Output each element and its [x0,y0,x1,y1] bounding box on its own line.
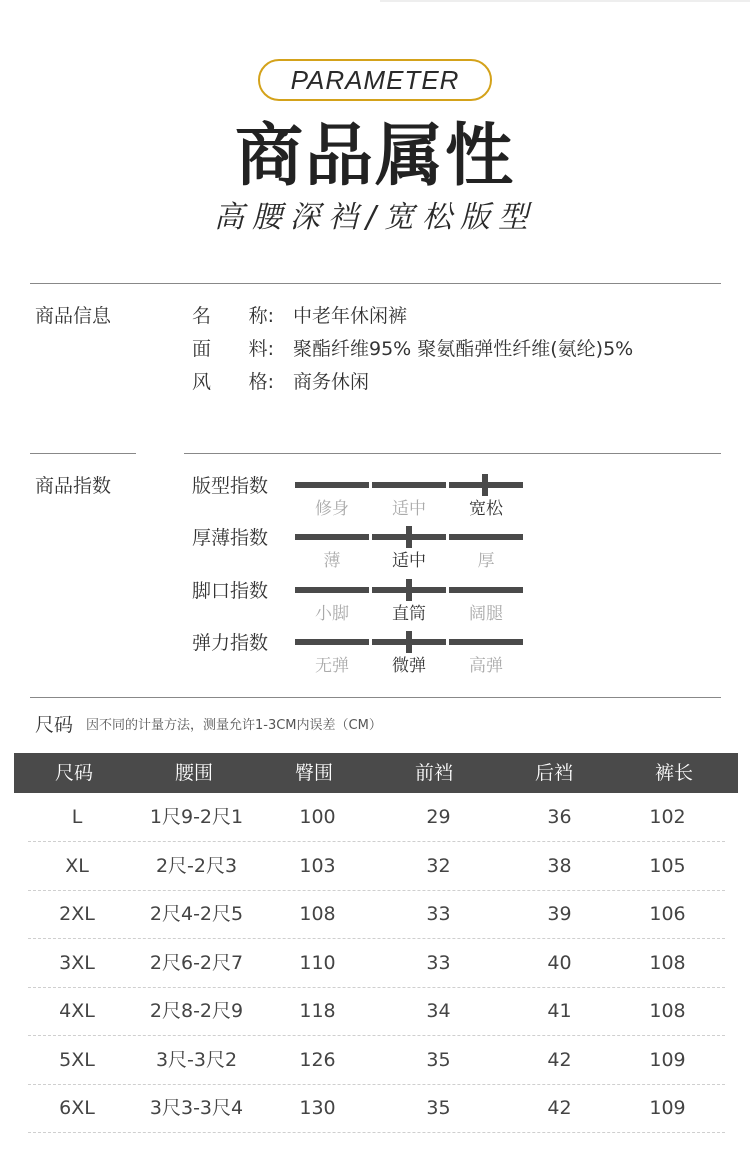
table-cell: L [71,806,83,828]
table-cell: 41 [547,1000,572,1022]
table-cell: 110 [299,951,336,974]
info-value: 商务休闲 [293,371,370,393]
top-divider [380,0,750,2]
table-cell: 35 [426,1048,451,1071]
column-header: 臀围 [294,762,333,784]
index-bar-segment [372,482,446,488]
index-marker [406,526,412,548]
table-cell: 38 [547,854,572,877]
info-key-char: 风 [192,371,212,393]
table-cell: 42 [547,1048,572,1071]
table-cell: 42 [547,1097,572,1119]
table-cell: 108 [299,903,336,925]
page-subtitle: 高腰深裆/宽松版型 [213,200,537,235]
table-row [28,987,725,1036]
table-cell: 108 [649,1000,686,1022]
divider-size [30,697,721,698]
size-note: 因不同的计量方法，测量允许1-3CM内误差（CM） [86,718,382,733]
table-cell: 126 [299,1048,336,1071]
table-cell: 118 [299,1000,336,1022]
index-label: 弹力指数 [192,632,269,654]
table-cell: 130 [299,1097,336,1119]
info-key [192,368,274,396]
index-option: 厚 [477,551,495,571]
divider-index-short [30,453,136,454]
info-value: 聚酯纤维95% 聚氨酯弹性纤维(氨纶)5% [293,338,634,360]
info-value: 中老年休闲裤 [293,305,408,327]
index-option: 直筒 [392,604,426,624]
index-option: 修身 [315,499,349,519]
info-key-char: 格: [248,371,274,393]
table-row [28,793,725,842]
divider-info [30,283,721,284]
table-cell: 4XL [59,1000,95,1022]
table-cell: 2尺6-2尺7 [149,951,244,974]
table-cell: 2尺-2尺3 [155,854,238,877]
info-key [192,302,274,330]
table-cell: 33 [426,951,451,974]
column-header: 后裆 [534,762,573,784]
index-option: 适中 [392,499,426,519]
index-option: 薄 [323,551,341,571]
index-bar-segment [295,534,369,540]
index-bar-segment [295,482,369,488]
section-label-info: 商品信息 [35,305,112,327]
table-row [28,890,725,939]
section-label-index: 商品指数 [35,475,112,497]
parameter-badge: PARAMETER [258,59,492,101]
index-bar-segment [449,639,523,645]
index-label: 厚薄指数 [192,527,269,549]
table-row [28,1084,725,1133]
index-bar-segment [449,534,523,540]
table-cell: 34 [426,1000,451,1022]
table-cell: 33 [426,903,451,925]
table-cell: XL [65,854,89,877]
info-key [192,335,274,363]
column-header: 尺码 [54,762,93,784]
size-table-header [14,753,738,793]
column-header: 腰围 [174,762,213,784]
table-row [28,939,725,988]
index-bar-segment [295,639,369,645]
index-bar-segment [295,587,369,593]
info-key-char: 料: [248,338,274,360]
table-row [28,842,725,891]
size-heading: 尺码 [35,714,74,736]
index-marker [406,579,412,601]
table-row [28,1036,725,1085]
info-key-char: 面 [192,338,212,360]
table-cell: 2XL [59,903,95,925]
index-option: 无弹 [315,656,349,676]
page-title: 商品属性 [234,117,515,196]
divider-index [184,453,721,454]
table-cell: 105 [649,854,686,877]
info-key-char: 称: [248,305,274,327]
index-label: 版型指数 [192,475,269,497]
table-cell: 3XL [59,951,95,974]
index-bar-segment [449,587,523,593]
column-header: 裤长 [654,762,693,784]
index-option: 微弹 [392,656,426,676]
table-cell: 1尺9-2尺1 [149,806,244,828]
table-cell: 6XL [59,1097,95,1119]
table-cell: 2尺4-2尺5 [149,903,244,925]
table-cell: 106 [649,903,686,925]
table-cell: 109 [649,1097,686,1119]
table-cell: 5XL [59,1048,95,1071]
table-cell: 109 [649,1048,686,1071]
table-cell: 3尺3-3尺4 [149,1097,244,1119]
index-option: 宽松 [469,499,503,519]
index-option: 阔腿 [469,604,503,624]
table-cell: 100 [299,806,336,828]
table-cell: 108 [649,951,686,974]
table-cell: 103 [299,854,336,877]
table-cell: 3尺-3尺2 [155,1048,238,1071]
info-key-char: 名 [192,305,212,327]
column-header: 前裆 [414,762,453,784]
table-cell: 36 [547,806,572,828]
index-marker [482,474,488,496]
table-cell: 35 [426,1097,451,1119]
table-cell: 39 [547,903,572,925]
index-option: 适中 [392,551,426,571]
table-cell: 29 [426,806,451,828]
table-cell: 32 [426,854,451,877]
index-option: 高弹 [469,656,503,676]
index-marker [406,631,412,653]
table-cell: 2尺8-2尺9 [149,1000,244,1022]
index-label: 脚口指数 [192,580,269,602]
index-option: 小脚 [315,604,349,624]
table-cell: 102 [649,806,686,828]
table-cell: 40 [547,951,572,974]
